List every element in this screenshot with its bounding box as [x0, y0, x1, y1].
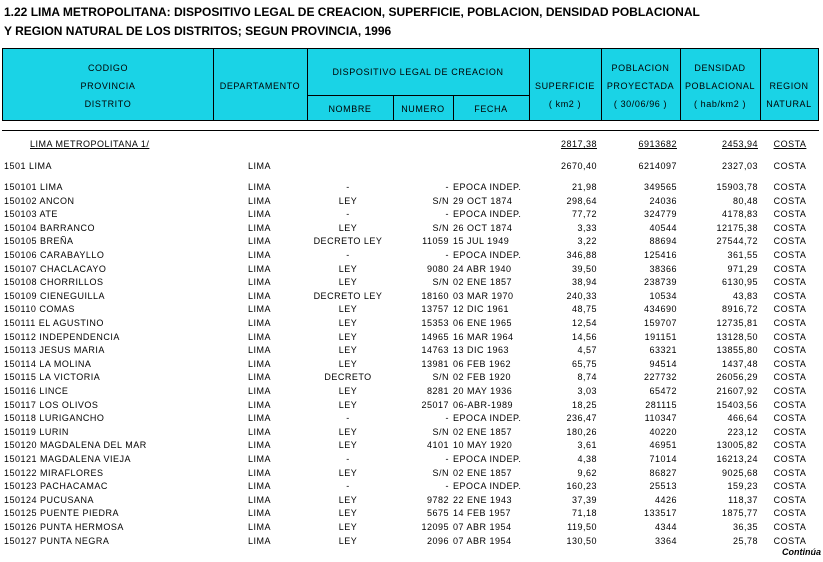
district-departamento: LIMA: [248, 426, 272, 437]
table-row: [0, 277, 823, 290]
district-nombre: LEY: [338, 467, 358, 478]
district-departamento: LIMA: [248, 358, 272, 369]
district-superficie: 38,94: [571, 277, 597, 288]
district-codigo: 150125 PUENTE PIEDRA: [4, 508, 120, 519]
district-fecha: 26 OCT 1874: [453, 222, 513, 233]
district-nombre: -: [346, 209, 350, 220]
district-fecha: EPOCA INDEP.: [453, 413, 522, 424]
district-nombre: DECRETO LEY: [313, 236, 383, 247]
district-poblacion: 94514: [649, 358, 677, 369]
district-departamento: LIMA: [248, 372, 272, 383]
district-fecha: EPOCA INDEP.: [453, 481, 522, 492]
district-departamento: LIMA: [248, 236, 272, 247]
district-nombre: LEY: [338, 195, 358, 206]
header-nombre: NOMBRE: [328, 103, 372, 114]
district-codigo: 150127 PUNTA NEGRA: [4, 535, 110, 546]
district-region: COSTA: [773, 290, 807, 301]
district-fecha: 20 MAY 1936: [453, 386, 513, 396]
district-densidad: 12175,38: [716, 222, 758, 233]
district-codigo: 150126 PUNTA HERMOSA: [4, 522, 124, 532]
table-row: [0, 536, 823, 549]
district-poblacion: 4426: [654, 494, 677, 505]
district-departamento: LIMA: [248, 413, 272, 424]
district-superficie: 119,50: [567, 522, 597, 532]
district-numero: 14763: [421, 345, 449, 356]
district-departamento: LIMA: [248, 345, 272, 356]
district-nombre: LEY: [338, 331, 358, 342]
district-poblacion: 4344: [654, 522, 677, 532]
table-row: [0, 182, 823, 195]
district-region: COSTA: [773, 318, 807, 328]
district-densidad: 1875,77: [721, 508, 758, 519]
district-numero: S/N: [432, 195, 449, 206]
district-departamento: LIMA: [248, 494, 272, 505]
district-codigo: 150109 CIENEGUILLA: [4, 290, 106, 301]
district-poblacion: 125416: [643, 250, 677, 260]
district-nombre: -: [346, 413, 350, 424]
district-region: COSTA: [773, 481, 807, 492]
district-numero: 8281: [426, 386, 449, 396]
district-superficie: 3,03: [577, 386, 597, 396]
table-row: [0, 440, 823, 453]
district-numero: S/N: [432, 426, 449, 437]
total-densidad: 2453,94: [721, 139, 758, 149]
district-poblacion: 46951: [649, 440, 677, 451]
header-departamento: DEPARTAMENTO: [219, 80, 301, 91]
district-region: COSTA: [773, 386, 807, 396]
district-departamento: LIMA: [248, 386, 272, 396]
district-fecha: 16 MAR 1964: [453, 331, 514, 342]
table-subtitle: Y REGION NATURAL DE LOS DISTRITOS; SEGUN PROVINCIA, 1996: [4, 24, 392, 38]
district-poblacion: 86827: [649, 467, 677, 478]
district-poblacion: 38366: [649, 263, 677, 274]
district-densidad: 16213,24: [716, 454, 758, 464]
district-fecha: 02 ENE 1857: [453, 426, 513, 437]
header-poblacion: POBLACION PROYECTADA ( 30/06/96 ): [606, 62, 675, 109]
district-densidad: 8916,72: [721, 304, 758, 315]
district-nombre: LEY: [338, 318, 358, 328]
district-densidad: 43,83: [732, 290, 758, 301]
district-departamento: LIMA: [248, 440, 272, 451]
district-superficie: 39,50: [571, 263, 597, 274]
district-superficie: 160,23: [566, 481, 597, 492]
province-densidad: 2327,03: [721, 161, 758, 171]
table-row: [0, 359, 823, 372]
district-codigo: 150110 COMAS: [4, 304, 75, 315]
province-superficie: 2670,40: [560, 161, 597, 171]
district-poblacion: 71014: [649, 454, 677, 464]
district-poblacion: 40220: [649, 426, 677, 437]
district-numero: 11059: [422, 236, 449, 247]
district-superficie: 77,72: [571, 209, 597, 220]
table-header: [2, 48, 819, 121]
district-poblacion: 25513: [649, 481, 677, 492]
district-poblacion: 3364: [654, 535, 677, 546]
total-row: [0, 139, 823, 152]
district-numero: S/N: [432, 467, 449, 478]
district-region: COSTA: [773, 535, 807, 546]
district-superficie: 65,75: [571, 358, 597, 369]
district-region: COSTA: [773, 426, 807, 437]
district-numero: S/N: [432, 277, 449, 288]
district-nombre: LEY: [338, 535, 358, 546]
district-poblacion: 63321: [649, 345, 677, 356]
table-row: [0, 332, 823, 345]
district-numero: -: [445, 250, 449, 260]
district-codigo: 150107 CHACLACAYO: [4, 263, 107, 274]
district-departamento: LIMA: [248, 304, 272, 315]
header-dispositivo: DISPOSITIVO LEGAL DE CREACION: [332, 67, 504, 77]
district-superficie: 21,98: [571, 182, 597, 192]
district-nombre: LEY: [338, 263, 358, 274]
district-codigo: 150106 CARABAYLLO: [4, 250, 105, 260]
district-region: COSTA: [773, 494, 807, 505]
district-nombre: LEY: [338, 222, 358, 233]
district-nombre: LEY: [338, 304, 358, 315]
table-title: 1.22 LIMA METROPOLITANA: DISPOSITIVO LEGAL DE CREACION, SUPERFICIE, POBLACION, DENSIDAD POBLACIONAL: [4, 5, 700, 19]
table-row: [0, 236, 823, 249]
table-row: [0, 427, 823, 440]
district-nombre: DECRETO LEY: [313, 290, 383, 301]
district-region: COSTA: [773, 508, 807, 519]
table-row: [0, 386, 823, 399]
district-departamento: LIMA: [248, 454, 272, 464]
district-codigo: 150108 CHORRILLOS: [4, 277, 104, 288]
district-superficie: 18,25: [571, 399, 597, 410]
district-superficie: 298,64: [566, 195, 597, 206]
district-nombre: -: [346, 454, 350, 464]
header-superficie: SUPERFICIE ( km2 ): [534, 80, 595, 109]
district-nombre: LEY: [338, 386, 358, 396]
district-departamento: LIMA: [248, 263, 272, 274]
district-nombre: LEY: [338, 522, 358, 532]
district-departamento: LIMA: [248, 277, 272, 288]
district-superficie: 346,88: [566, 250, 597, 260]
header-densidad: DENSIDAD POBLACIONAL ( hab/km2 ): [684, 62, 756, 109]
continua-note: Continúa: [782, 547, 821, 557]
district-departamento: LIMA: [248, 222, 272, 233]
district-nombre: LEY: [338, 345, 358, 356]
total-poblacion: 6913682: [638, 139, 677, 149]
district-numero: 15353: [421, 318, 449, 328]
district-departamento: LIMA: [248, 318, 272, 328]
district-superficie: 130,50: [566, 535, 597, 546]
table-row: [0, 522, 823, 535]
district-numero: 25017: [421, 399, 449, 410]
district-densidad: 12735,81: [716, 318, 758, 328]
table-row: [0, 495, 823, 508]
district-densidad: 13855,80: [716, 345, 758, 356]
district-fecha: 12 DIC 1961: [453, 304, 510, 315]
district-poblacion: 10534: [649, 290, 677, 301]
table-row: [0, 318, 823, 331]
district-densidad: 26056,29: [716, 372, 758, 383]
district-nombre: LEY: [338, 358, 358, 369]
district-superficie: 4,57: [577, 345, 597, 356]
district-numero: 9782: [426, 494, 449, 505]
district-codigo: 150113 JESUS MARIA: [4, 345, 105, 356]
district-codigo: 150111 EL AGUSTINO: [4, 318, 104, 328]
district-numero: 12095: [421, 522, 449, 532]
district-codigo: 150121 MAGDALENA VIEJA: [4, 454, 132, 464]
district-region: COSTA: [773, 454, 807, 464]
district-densidad: 15403,56: [716, 399, 758, 410]
district-codigo: 150101 LIMA: [4, 182, 64, 192]
district-numero: 5675: [426, 508, 449, 519]
district-codigo: 150123 PACHACAMAC: [4, 481, 108, 492]
province-row: [0, 161, 823, 174]
district-fecha: EPOCA INDEP.: [453, 182, 522, 192]
district-region: COSTA: [773, 263, 807, 274]
district-numero: -: [445, 209, 449, 220]
district-fecha: 15 JUL 1949: [453, 236, 510, 247]
district-poblacion: 227732: [643, 372, 677, 383]
district-superficie: 14,56: [571, 331, 597, 342]
district-superficie: 236,47: [566, 413, 597, 424]
district-fecha: 07 ABR 1954: [453, 522, 512, 532]
district-codigo: 150122 MIRAFLORES: [4, 467, 104, 478]
district-departamento: LIMA: [248, 481, 272, 492]
district-nombre: LEY: [338, 508, 358, 519]
district-codigo: 150118 LURIGANCHO: [4, 413, 105, 424]
table-row: [0, 481, 823, 494]
district-densidad: 223,12: [727, 426, 758, 437]
district-poblacion: 349565: [643, 182, 677, 192]
district-departamento: LIMA: [248, 508, 272, 519]
district-codigo: 150119 LURIN: [4, 426, 69, 437]
district-fecha: EPOCA INDEP.: [453, 209, 522, 220]
table-row: [0, 508, 823, 521]
table-row: [0, 345, 823, 358]
district-numero: -: [445, 454, 449, 464]
district-poblacion: 65472: [649, 386, 677, 396]
district-fecha: 10 MAY 1920: [453, 440, 513, 451]
district-departamento: LIMA: [248, 399, 272, 410]
district-fecha: 13 DIC 1963: [453, 345, 510, 356]
district-densidad: 13128,50: [716, 331, 758, 342]
district-region: COSTA: [773, 250, 807, 260]
district-poblacion: 133517: [643, 508, 677, 519]
district-nombre: -: [346, 481, 350, 492]
district-fecha: 02 ENE 1857: [453, 467, 513, 478]
district-densidad: 13005,82: [716, 440, 758, 451]
district-poblacion: 110347: [644, 413, 677, 424]
table-row: [0, 413, 823, 426]
district-densidad: 361,55: [727, 250, 758, 260]
province-region: COSTA: [773, 161, 807, 171]
table-row: [0, 454, 823, 467]
district-region: COSTA: [773, 413, 807, 424]
district-superficie: 180,26: [566, 426, 597, 437]
district-region: COSTA: [773, 372, 807, 383]
district-region: COSTA: [773, 222, 807, 233]
district-poblacion: 88694: [649, 236, 677, 247]
table-row: [0, 196, 823, 209]
table-row: [0, 372, 823, 385]
district-poblacion: 159707: [643, 318, 677, 328]
district-codigo: 150112 INDEPENDENCIA: [4, 331, 120, 342]
district-densidad: 36,35: [732, 522, 758, 532]
district-departamento: LIMA: [248, 195, 272, 206]
district-departamento: LIMA: [248, 182, 272, 192]
district-region: COSTA: [773, 522, 807, 532]
district-departamento: LIMA: [248, 250, 272, 260]
total-region: COSTA: [773, 139, 807, 149]
district-nombre: DECRETO: [324, 372, 372, 383]
district-region: COSTA: [773, 467, 807, 478]
district-nombre: LEY: [338, 426, 358, 437]
district-fecha: EPOCA INDEP.: [453, 250, 522, 260]
district-superficie: 8,74: [577, 372, 597, 383]
district-superficie: 240,33: [566, 290, 597, 301]
district-codigo: 150104 BARRANCO: [4, 222, 96, 233]
district-codigo: 150114 LA MOLINA: [4, 358, 92, 369]
district-region: COSTA: [773, 182, 807, 192]
table-row: [0, 291, 823, 304]
district-fecha: EPOCA INDEP.: [453, 454, 522, 464]
district-densidad: 159,23: [727, 481, 758, 492]
district-codigo: 150116 LINCE: [4, 386, 69, 396]
district-densidad: 9025,68: [721, 467, 758, 478]
district-numero: -: [445, 413, 449, 424]
district-nombre: LEY: [338, 277, 358, 288]
district-numero: 14965: [421, 331, 449, 342]
province-departamento: LIMA: [248, 161, 272, 171]
district-densidad: 4178,83: [721, 209, 758, 220]
district-superficie: 9,62: [577, 467, 597, 478]
district-nombre: LEY: [338, 399, 358, 410]
district-departamento: LIMA: [248, 209, 272, 220]
district-fecha: 02 FEB 1920: [453, 372, 512, 383]
district-region: COSTA: [773, 277, 807, 288]
district-region: COSTA: [773, 209, 807, 220]
district-region: COSTA: [773, 236, 807, 247]
table-row: [0, 250, 823, 263]
district-fecha: 03 MAR 1970: [453, 290, 514, 301]
district-densidad: 80,48: [732, 195, 758, 206]
header-codigo: CODIGO PROVINCIA DISTRITO: [80, 62, 136, 109]
district-codigo: 150105 BREÑA: [4, 236, 74, 247]
district-poblacion: 281115: [645, 399, 677, 410]
district-superficie: 71,18: [571, 508, 597, 519]
district-numero: 13981: [421, 358, 449, 369]
district-superficie: 3,33: [577, 222, 597, 233]
district-poblacion: 40544: [649, 222, 677, 233]
district-codigo: 150102 ANCON: [4, 195, 75, 206]
district-nombre: -: [346, 250, 350, 260]
district-superficie: 3,22: [577, 236, 597, 247]
district-codigo: 150115 LA VICTORIA: [4, 372, 101, 383]
district-densidad: 27544,72: [716, 236, 758, 247]
district-fecha: 22 ENE 1943: [453, 494, 513, 505]
district-codigo: 150124 PUCUSANA: [4, 494, 95, 505]
total-label: LIMA METROPOLITANA 1/: [30, 139, 150, 149]
district-region: COSTA: [773, 304, 807, 315]
district-densidad: 25,78: [732, 535, 758, 546]
province-poblacion: 6214097: [638, 161, 677, 171]
district-region: COSTA: [773, 331, 807, 342]
header-region: REGION NATURAL: [766, 80, 812, 109]
district-densidad: 118,37: [728, 494, 758, 505]
district-densidad: 15903,78: [716, 182, 758, 192]
district-fecha: 06 FEB 1962: [453, 358, 512, 369]
district-fecha: 24 ABR 1940: [453, 263, 512, 274]
district-poblacion: 24036: [649, 195, 677, 206]
district-region: COSTA: [773, 358, 807, 369]
district-nombre: -: [346, 182, 350, 192]
district-region: COSTA: [773, 195, 807, 206]
district-numero: S/N: [432, 372, 449, 383]
district-numero: 2096: [426, 535, 449, 546]
district-fecha: 29 OCT 1874: [453, 195, 513, 206]
district-departamento: LIMA: [248, 290, 272, 301]
separator-line: [2, 130, 819, 131]
district-departamento: LIMA: [248, 535, 272, 546]
district-numero: 4101: [426, 440, 449, 451]
district-numero: -: [445, 182, 449, 192]
province-codigo: 1501 LIMA: [4, 161, 53, 171]
district-codigo: 150120 MAGDALENA DEL MAR: [4, 440, 147, 451]
table-row: [0, 209, 823, 222]
district-departamento: LIMA: [248, 467, 272, 478]
district-region: COSTA: [773, 345, 807, 356]
district-poblacion: 238739: [643, 277, 677, 288]
table-row: [0, 400, 823, 413]
district-densidad: 6130,95: [721, 277, 758, 288]
district-codigo: 150103 ATE: [4, 209, 58, 220]
district-region: COSTA: [773, 440, 807, 451]
district-densidad: 466,64: [727, 413, 758, 424]
district-numero: 9080: [426, 263, 449, 274]
district-densidad: 21607,92: [716, 386, 758, 396]
district-densidad: 1437,48: [721, 358, 758, 369]
table-row: [0, 468, 823, 481]
district-poblacion: 434690: [643, 304, 677, 315]
district-numero: 18160: [421, 290, 449, 301]
district-fecha: 06-ABR-1989: [453, 399, 514, 410]
district-poblacion: 324779: [643, 209, 677, 220]
district-departamento: LIMA: [248, 522, 272, 532]
district-fecha: 02 ENE 1857: [453, 277, 513, 288]
district-nombre: LEY: [338, 440, 358, 451]
district-nombre: LEY: [338, 494, 358, 505]
district-numero: S/N: [432, 222, 449, 233]
district-codigo: 150117 LOS OLIVOS: [4, 399, 99, 410]
table-row: [0, 304, 823, 317]
district-numero: 13757: [421, 304, 449, 315]
district-fecha: 14 FEB 1957: [453, 508, 512, 519]
district-fecha: 06 ENE 1965: [453, 318, 513, 328]
district-superficie: 4,38: [577, 454, 597, 464]
district-numero: -: [445, 481, 449, 492]
table-row: [0, 264, 823, 277]
district-fecha: 07 ABR 1954: [453, 535, 512, 546]
district-superficie: 12,54: [571, 318, 597, 328]
district-departamento: LIMA: [248, 331, 272, 342]
header-numero: NUMERO: [401, 103, 445, 114]
district-superficie: 3,61: [577, 440, 597, 451]
table-row: [0, 223, 823, 236]
district-region: COSTA: [773, 399, 807, 410]
district-poblacion: 191151: [644, 331, 677, 342]
header-fecha: FECHA: [474, 103, 508, 114]
district-densidad: 971,29: [727, 263, 758, 274]
district-superficie: 48,75: [571, 304, 597, 315]
total-superficie: 2817,38: [560, 139, 597, 149]
district-superficie: 37,39: [571, 494, 597, 505]
